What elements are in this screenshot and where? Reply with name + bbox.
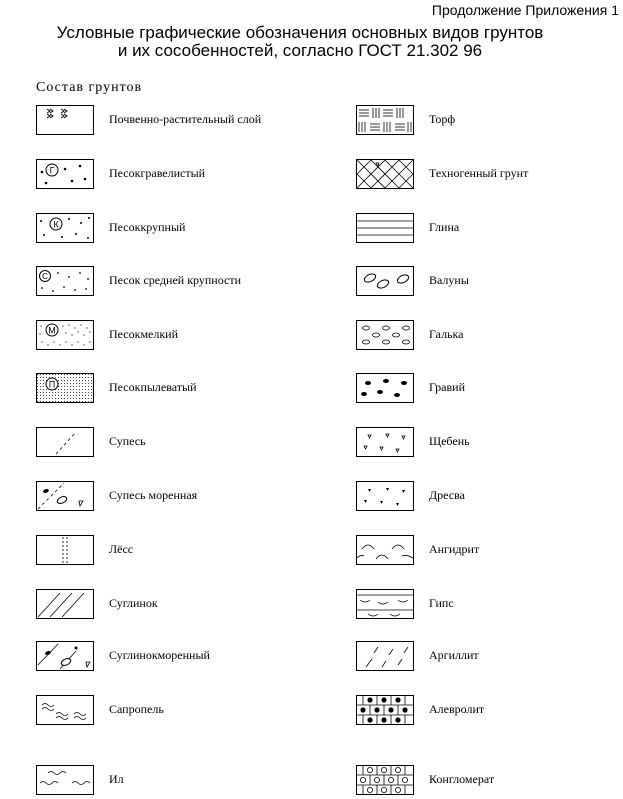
crushed-stone-icon	[356, 427, 414, 457]
moraine-loam-icon	[36, 641, 94, 671]
pebbles-icon	[356, 320, 414, 350]
pattern-letter: М	[48, 325, 56, 336]
legend-label: Щебень	[429, 434, 470, 448]
pattern-letter: П	[48, 379, 56, 390]
title-line-2: и их сособенностей, согласно ГОСТ 21.302 96	[117, 41, 483, 60]
soil-vegetation-icon	[36, 105, 94, 135]
gypsum-icon	[356, 589, 414, 619]
legend-label: Суглинок	[109, 596, 158, 610]
pattern-letter: С	[42, 272, 48, 281]
legend-label: Ангидрит	[429, 542, 480, 556]
silty-sand-icon	[36, 373, 94, 403]
appendix-label: Продолжение Приложения 1	[431, 2, 619, 18]
legend-label: Конгломерат	[429, 772, 495, 786]
legend-label: Аргиллит	[429, 648, 479, 662]
clay-icon	[356, 213, 414, 243]
pattern-letter: К	[53, 219, 59, 230]
legend-label: Глина	[429, 220, 460, 234]
legend-label: Песокгравелистый	[109, 166, 206, 180]
legend-label: Гравий	[429, 380, 466, 394]
legend-label: Сапропель	[109, 702, 164, 716]
argillite-icon	[356, 641, 414, 671]
title-line-1: Условные графические обозначения основных видов грунтов	[56, 23, 544, 42]
legend-label: Валуны	[429, 273, 469, 287]
legend-label: Песоккрупный	[109, 220, 186, 234]
gravel-icon	[356, 373, 414, 403]
legend-label: Гипс	[429, 596, 454, 610]
sandy-loam-icon	[36, 427, 94, 457]
loam-icon	[36, 589, 94, 619]
legend-label: Песок средней крупности	[109, 273, 242, 287]
legend-label: Техногенный грунт	[429, 166, 529, 180]
pattern-letter: Г	[49, 165, 55, 176]
legend-label: Ил	[109, 772, 124, 786]
silt-icon	[36, 765, 94, 795]
medium-sand-icon	[36, 266, 94, 296]
legend-label: Супесь	[109, 434, 146, 448]
fine-sand-icon	[36, 320, 94, 350]
grus-icon	[356, 481, 414, 511]
legend-label: Алевролит	[429, 702, 485, 716]
legend-label: Лёсс	[109, 542, 134, 556]
boulders-icon	[356, 266, 414, 296]
legend-label: Супесь моренная	[109, 488, 198, 502]
legend-label: Песокмелкий	[109, 327, 179, 341]
sapropel-icon	[36, 695, 94, 725]
legend-label: Почвенно-растительный слой	[109, 112, 262, 126]
coarse-sand-icon	[36, 213, 94, 243]
legend-label: Галька	[429, 327, 464, 341]
conglomerate-icon	[356, 765, 414, 795]
anhydrite-icon	[356, 535, 414, 565]
legend-label: Песокпылеватый	[109, 380, 197, 394]
loess-icon	[36, 535, 94, 565]
legend-label: Торф	[429, 112, 456, 126]
section-title: Состав грунтов	[36, 80, 143, 95]
gravelly-sand-icon	[36, 159, 94, 189]
legend-label: Суглинокморенный	[109, 648, 210, 662]
legend-label: Дресва	[429, 488, 465, 502]
peat-icon	[356, 105, 414, 135]
technogenic-soil-icon	[356, 159, 414, 189]
siltstone-icon	[356, 695, 414, 725]
moraine-sandy-loam-icon	[36, 481, 94, 511]
page-title	[0, 24, 600, 60]
